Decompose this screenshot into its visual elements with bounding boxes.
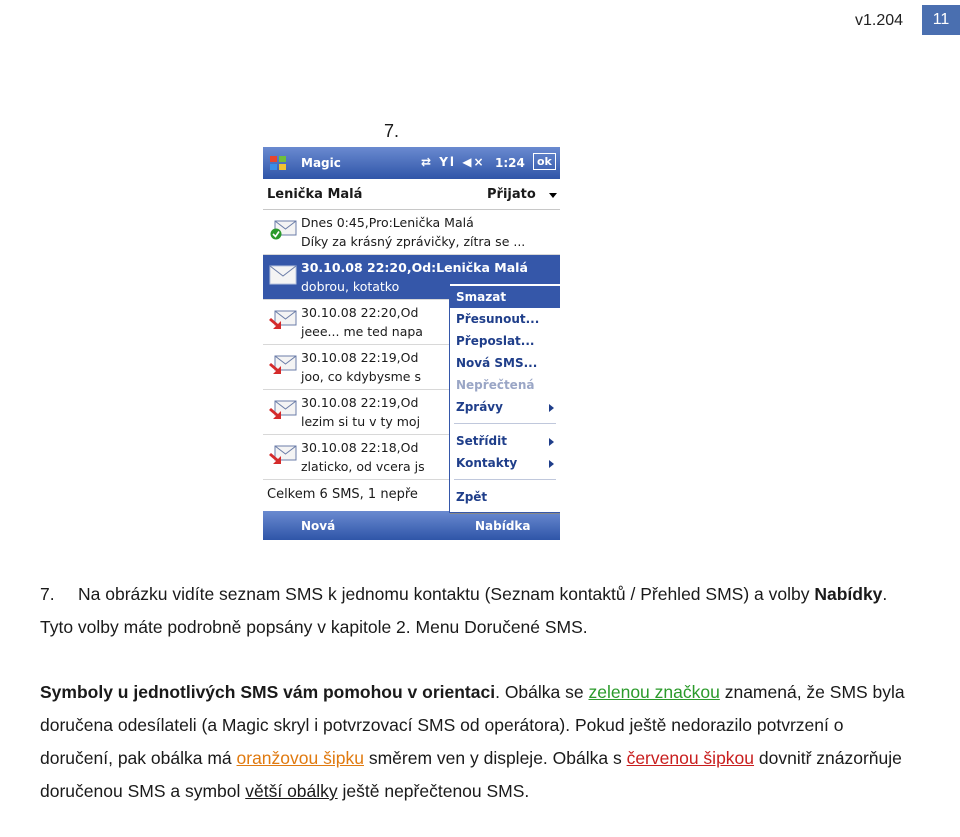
menu-item-delete[interactable]: Smazat xyxy=(450,286,560,308)
contact-name: Lenička Malá xyxy=(267,187,363,202)
menu-softkey[interactable]: Nabídka xyxy=(475,519,531,533)
text: dovnitř znázorňuje doručenou SMS a symbol xyxy=(40,748,902,801)
red-arrow-term: červenou šipkou xyxy=(626,748,755,768)
soft-key-bar xyxy=(263,511,560,540)
clock: 1:24 xyxy=(495,156,525,170)
envelope-delivered-icon xyxy=(269,220,297,240)
message-preview: zlaticko, od vcera js xyxy=(301,459,425,474)
menu-item-move[interactable]: Přesunout... xyxy=(456,312,540,326)
bigger-envelope-term: větší obálky xyxy=(245,781,338,801)
message-item[interactable] xyxy=(263,210,560,255)
message-header: 30.10.08 22:18,Od xyxy=(301,440,419,455)
message-preview: joo, co kdybysme s xyxy=(301,369,421,384)
menu-separator xyxy=(454,479,556,480)
chevron-down-icon[interactable] xyxy=(549,193,557,198)
new-softkey[interactable]: Nová xyxy=(301,519,336,533)
message-preview: Díky za krásný zprávičky, zítra se ... xyxy=(301,234,526,249)
envelope-received-icon xyxy=(269,310,297,330)
menu-item-forward[interactable]: Přeposlat... xyxy=(456,334,535,348)
text: . Obálka se xyxy=(495,682,589,702)
green-marker-term: zelenou značkou xyxy=(588,682,720,702)
menu-item-label: Setřídit xyxy=(456,434,507,448)
paragraph-figure-description xyxy=(40,578,920,644)
chevron-right-icon xyxy=(549,460,554,468)
message-preview: jeee... me ted napa xyxy=(301,324,423,339)
menu-item-label: Zprávy xyxy=(456,400,503,414)
menu-item-messages[interactable] xyxy=(450,396,560,418)
text: . Tyto volby máte podrobně popsány v kapitole 2. Menu Doručené SMS. xyxy=(40,584,888,637)
message-header: 30.10.08 22:20,Od:Lenička Malá xyxy=(301,260,528,275)
menu-item-label: Kontakty xyxy=(456,456,518,470)
menu-item-sort[interactable] xyxy=(450,430,560,452)
menu-separator xyxy=(454,423,556,424)
menu-item-new-sms[interactable]: Nová SMS... xyxy=(456,356,538,370)
context-menu xyxy=(449,283,560,513)
envelope-received-icon xyxy=(269,445,297,465)
status-icons: ⇄ Yl ◀× xyxy=(421,155,486,169)
envelope-received-icon xyxy=(269,355,297,375)
message-header: Dnes 0:45,Pro:Lenička Malá xyxy=(301,215,474,230)
text: směrem ven y displeje. Obálka s xyxy=(363,748,627,768)
folder-dropdown[interactable]: Přijato xyxy=(487,187,536,202)
envelope-received-icon xyxy=(269,400,297,420)
title-bar xyxy=(263,147,560,179)
message-header: 30.10.08 22:20,Od xyxy=(301,305,419,320)
text: ještě nepřečtenou SMS. xyxy=(337,781,530,801)
text: Na obrázku vidíte seznam SMS k jednomu kontaktu (Seznam kontaktů / Přehled SMS) a volby xyxy=(78,584,815,604)
message-preview: lezim si tu v ty moj xyxy=(301,414,421,429)
app-title: Magic xyxy=(301,156,341,170)
bold-term: Nabídky xyxy=(814,584,883,604)
menu-item-back[interactable]: Zpět xyxy=(456,490,488,504)
page-number: 11 xyxy=(922,5,960,35)
menu-item-unread: Nepřečtená xyxy=(456,378,535,392)
chevron-right-icon xyxy=(549,404,554,412)
phone-screenshot xyxy=(263,147,560,540)
message-count: Celkem 6 SMS, 1 nepře xyxy=(267,487,418,502)
chevron-right-icon xyxy=(549,438,554,446)
orange-arrow-term: oranžovou šipku xyxy=(236,748,364,768)
lead-text: Symboly u jednotlivých SMS vám pomohou v orientaci xyxy=(40,682,496,702)
text: znamená, že SMS byla doručena odesílateli (a Magic skryl i potvrzovací SMS od operátora). Pokud ještě nedorazilo potvrzení o doručení, pak obálka má xyxy=(40,682,905,768)
windows-start-icon[interactable] xyxy=(268,153,288,173)
menu-item-contacts[interactable] xyxy=(450,452,560,474)
contact-bar xyxy=(263,179,560,210)
envelope-unread-icon xyxy=(269,265,297,285)
message-header: 30.10.08 22:19,Od xyxy=(301,395,419,410)
paragraph-symbols xyxy=(40,676,920,808)
document-version: v1.204 xyxy=(855,12,904,29)
message-preview: dobrou, kotatko xyxy=(301,279,400,294)
ok-button[interactable]: ok xyxy=(533,153,556,170)
figure-caption: 7. xyxy=(384,121,400,141)
item-number: 7. xyxy=(40,584,55,604)
message-header: 30.10.08 22:19,Od xyxy=(301,350,419,365)
